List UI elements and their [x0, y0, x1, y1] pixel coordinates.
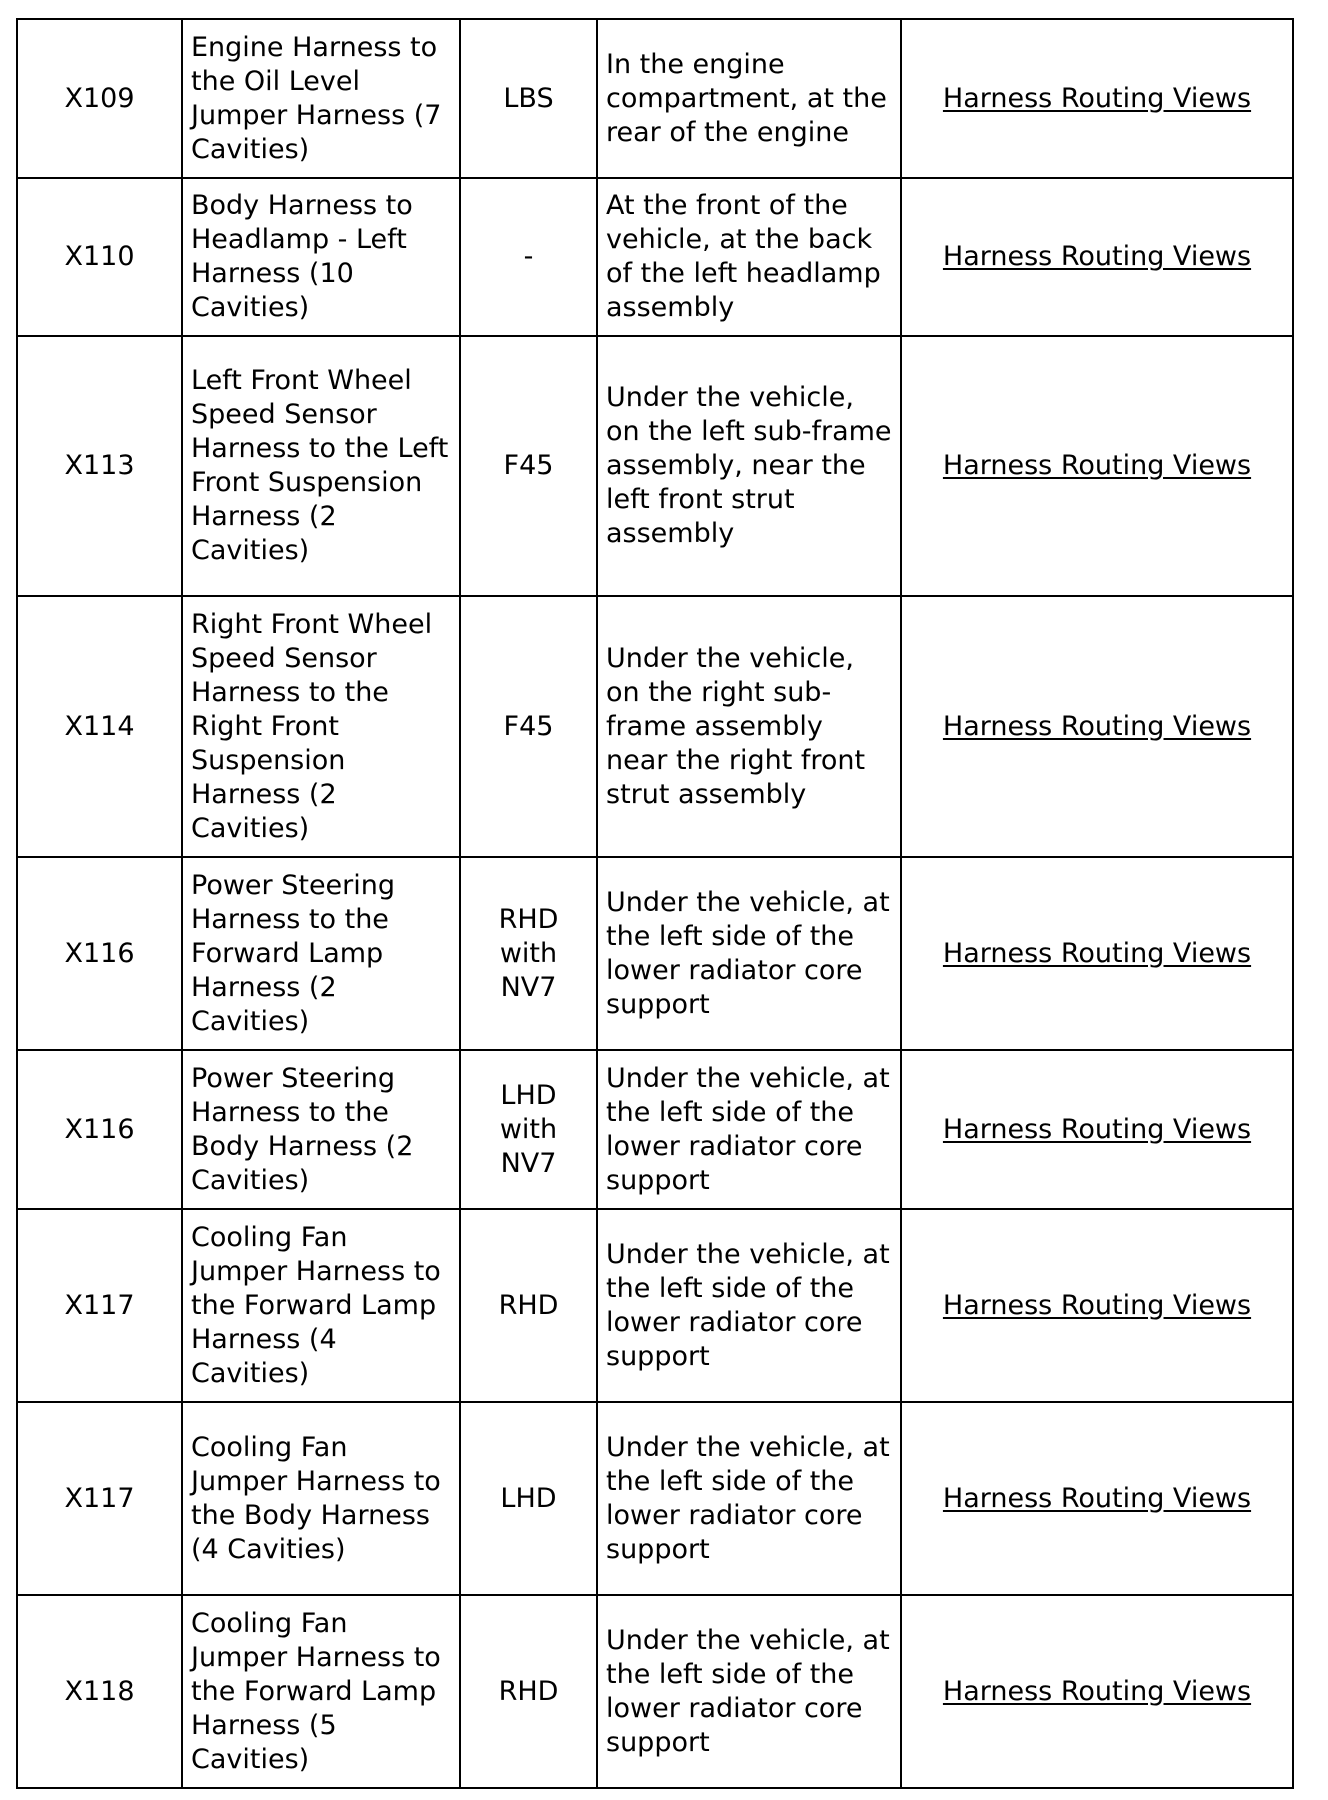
connector-options: RHD — [460, 1595, 597, 1788]
connector-options: F45 — [460, 596, 597, 857]
table-row — [17, 596, 1293, 857]
table-row — [17, 1595, 1293, 1788]
table-row — [17, 1050, 1293, 1209]
harness-routing-views-link[interactable]: Harness Routing Views — [942, 241, 1252, 272]
harness-routing-views-link[interactable]: Harness Routing Views — [942, 450, 1252, 481]
connector-description: Power Steering Harness to the Body Harness (2 Cavities) — [182, 1050, 460, 1209]
harness-routing-views-link[interactable]: Harness Routing Views — [942, 1289, 1252, 1321]
harness-routing-views-link[interactable]: Harness Routing Views — [942, 1113, 1252, 1145]
connector-description: Left Front Wheel Speed Sensor Harness to the Left Front Suspension Harness (2 Cavities) — [182, 336, 460, 596]
connector-description: Cooling Fan Jumper Harness to the Body Harness (4 Cavities) — [182, 1402, 460, 1595]
connector-location: Under the vehicle, at the left side of the lower radiator core support — [597, 1595, 901, 1788]
table-row — [17, 1402, 1293, 1595]
connector-options: RHD — [460, 1209, 597, 1402]
connector-id: X118 — [17, 1595, 182, 1788]
connector-id: X110 — [17, 178, 182, 336]
harness-routing-views-link[interactable]: Harness Routing Views — [942, 1675, 1252, 1707]
connector-options: - — [460, 178, 597, 336]
routing-link-cell — [901, 1595, 1293, 1788]
table-row — [17, 19, 1293, 178]
connector-options: LHD — [460, 1402, 597, 1595]
routing-link-cell — [901, 19, 1293, 178]
connector-id: X117 — [17, 1209, 182, 1402]
connector-description: Right Front Wheel Speed Sensor Harness to the Right Front Suspension Harness (2 Cavities) — [182, 596, 460, 857]
connector-location: Under the vehicle, at the left side of the lower radiator core support — [597, 857, 901, 1050]
routing-link-cell — [901, 1050, 1293, 1209]
table-row — [17, 336, 1293, 596]
connector-location: Under the vehicle, on the left sub-frame assembly, near the left front strut assembly — [597, 336, 901, 596]
connector-location: Under the vehicle, at the left side of the lower radiator core support — [597, 1209, 901, 1402]
connector-location: Under the vehicle, at the left side of the lower radiator core support — [597, 1402, 901, 1595]
connector-options: RHD with NV7 — [460, 857, 597, 1050]
connector-options: LBS — [460, 19, 597, 178]
routing-link-cell — [901, 596, 1293, 857]
routing-link-cell — [901, 1209, 1293, 1402]
connector-id: X113 — [17, 336, 182, 596]
harness-routing-views-link[interactable]: Harness Routing Views — [942, 82, 1252, 114]
connector-description: Body Harness to Headlamp - Left Harness (10 Cavities) — [182, 178, 460, 336]
table-row — [17, 1209, 1293, 1402]
harness-routing-views-link[interactable]: Harness Routing Views — [942, 1482, 1252, 1514]
routing-link-cell — [901, 857, 1293, 1050]
table-row — [17, 857, 1293, 1050]
connector-id: X116 — [17, 857, 182, 1050]
connector-id: X114 — [17, 596, 182, 857]
connector-description: Power Steering Harness to the Forward Lamp Harness (2 Cavities) — [182, 857, 460, 1050]
routing-link-cell — [901, 1402, 1293, 1595]
connector-description: Cooling Fan Jumper Harness to the Forward Lamp Harness (5 Cavities) — [182, 1595, 460, 1788]
routing-link-cell — [901, 336, 1293, 596]
connector-description: Cooling Fan Jumper Harness to the Forward Lamp Harness (4 Cavities) — [182, 1209, 460, 1402]
connector-location: In the engine compartment, at the rear of the engine — [597, 19, 901, 178]
connector-location: Under the vehicle, at the left side of the lower radiator core support — [597, 1050, 901, 1209]
connector-id: X116 — [17, 1050, 182, 1209]
routing-link-cell — [901, 178, 1293, 336]
connector-location: Under the vehicle, on the right sub-frame assembly near the right front strut assembly — [597, 596, 901, 857]
connector-id: X109 — [17, 19, 182, 178]
connector-options: LHD with NV7 — [460, 1050, 597, 1209]
connector-table — [16, 18, 1294, 1789]
connector-options: F45 — [460, 336, 597, 596]
connector-description: Engine Harness to the Oil Level Jumper Harness (7 Cavities) — [182, 19, 460, 178]
table-row — [17, 178, 1293, 336]
connector-id: X117 — [17, 1402, 182, 1595]
harness-routing-views-link[interactable]: Harness Routing Views — [942, 937, 1252, 969]
harness-routing-views-link[interactable]: Harness Routing Views — [942, 710, 1252, 742]
connector-location: At the front of the vehicle, at the back of the left headlamp assembly — [597, 178, 901, 336]
